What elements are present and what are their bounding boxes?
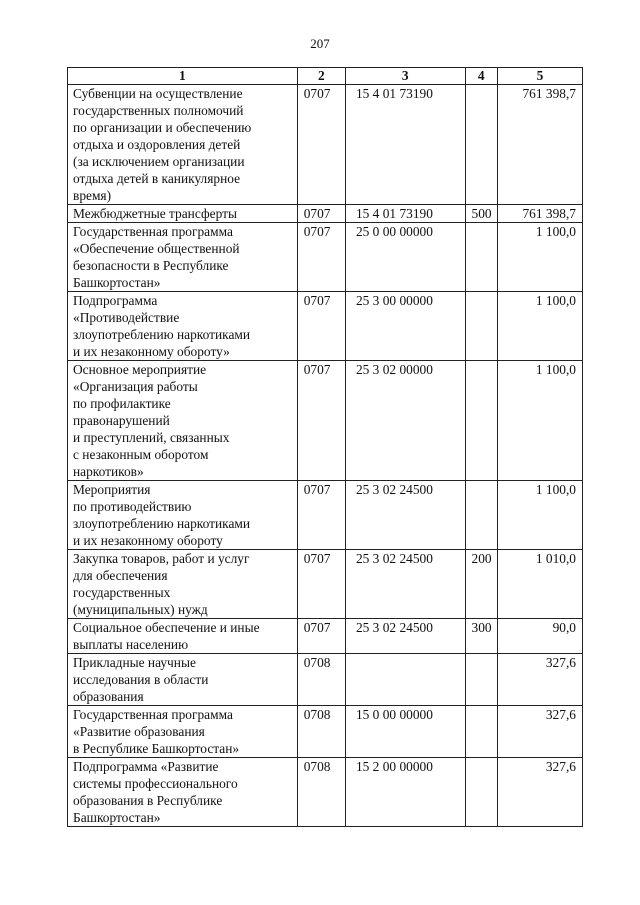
row-code-cell: 25 3 02 00000 xyxy=(345,361,465,481)
row-name-cell: Мероприятия по противодействию злоупотреблению наркотиками и их незаконному обороту xyxy=(68,481,298,550)
budget-table xyxy=(67,67,583,827)
row-name-cell: Государственная программа «Развитие образования в Республике Башкортостан» xyxy=(68,706,298,758)
row-section-cell: 0707 xyxy=(297,85,345,205)
row-amount-cell: 327,6 xyxy=(498,758,583,827)
row-amount-cell: 1 010,0 xyxy=(498,550,583,619)
row-name-cell: Субвенции на осуществление государственных полномочий по организации и обеспечению отдыха и оздоровления детей (за исключением организации отдыха детей в каникулярное время) xyxy=(68,85,298,205)
row-amount-cell: 327,6 xyxy=(498,706,583,758)
row-amount-cell: 1 100,0 xyxy=(498,481,583,550)
row-code-cell: 25 3 00 00000 xyxy=(345,292,465,361)
row-code-cell: 25 3 02 24500 xyxy=(345,619,465,654)
row-type-cell: 300 xyxy=(465,619,498,654)
row-section-cell: 0708 xyxy=(297,758,345,827)
row-code-cell: 25 3 02 24500 xyxy=(345,550,465,619)
row-name-cell: Закупка товаров, работ и услуг для обеспечения государственных (муниципальных) нужд xyxy=(68,550,298,619)
row-amount-cell: 90,0 xyxy=(498,619,583,654)
row-type-cell xyxy=(465,361,498,481)
row-section-cell: 0708 xyxy=(297,706,345,758)
page-number: 207 xyxy=(310,36,330,51)
row-type-cell xyxy=(465,85,498,205)
table-row xyxy=(68,292,583,361)
row-section-cell: 0707 xyxy=(297,205,345,223)
row-name-cell: Основное мероприятие «Организация работы по профилактике правонарушений и преступлений, связанных с незаконным оборотом наркотиков» xyxy=(68,361,298,481)
row-code-cell: 25 3 02 24500 xyxy=(345,481,465,550)
row-name-cell: Государственная программа «Обеспечение общественной безопасности в Республике Башкортостан» xyxy=(68,223,298,292)
table-header-row xyxy=(68,68,583,85)
row-amount-cell: 761 398,7 xyxy=(498,205,583,223)
table-row xyxy=(68,758,583,827)
row-amount-cell: 1 100,0 xyxy=(498,361,583,481)
row-section-cell: 0707 xyxy=(297,481,345,550)
header-col-5: 5 xyxy=(498,68,583,85)
row-type-cell xyxy=(465,292,498,361)
row-amount-cell: 761 398,7 xyxy=(498,85,583,205)
table-row xyxy=(68,223,583,292)
row-code-cell: 15 0 00 00000 xyxy=(345,706,465,758)
row-amount-cell: 1 100,0 xyxy=(498,223,583,292)
table-body xyxy=(68,85,583,827)
row-name-cell: Подпрограмма «Противодействие злоупотреблению наркотиками и их незаконному обороту» xyxy=(68,292,298,361)
row-section-cell: 0707 xyxy=(297,361,345,481)
table-row xyxy=(68,205,583,223)
table-row xyxy=(68,706,583,758)
header-col-4: 4 xyxy=(465,68,498,85)
row-code-cell: 15 4 01 73190 xyxy=(345,85,465,205)
header-col-2: 2 xyxy=(297,68,345,85)
row-section-cell: 0707 xyxy=(297,550,345,619)
row-type-cell xyxy=(465,758,498,827)
table-row xyxy=(68,361,583,481)
row-code-cell xyxy=(345,654,465,706)
table-row xyxy=(68,550,583,619)
table-row xyxy=(68,654,583,706)
row-code-cell: 15 2 00 00000 xyxy=(345,758,465,827)
row-type-cell xyxy=(465,654,498,706)
row-name-cell: Межбюджетные трансферты xyxy=(68,205,298,223)
row-code-cell: 25 0 00 00000 xyxy=(345,223,465,292)
row-type-cell: 500 xyxy=(465,205,498,223)
table-row xyxy=(68,85,583,205)
row-code-cell: 15 4 01 73190 xyxy=(345,205,465,223)
table-row xyxy=(68,481,583,550)
row-amount-cell: 1 100,0 xyxy=(498,292,583,361)
row-type-cell xyxy=(465,223,498,292)
row-amount-cell: 327,6 xyxy=(498,654,583,706)
row-name-cell: Социальное обеспечение и иные выплаты населению xyxy=(68,619,298,654)
header-col-3: 3 xyxy=(345,68,465,85)
row-type-cell: 200 xyxy=(465,550,498,619)
row-section-cell: 0708 xyxy=(297,654,345,706)
row-name-cell: Прикладные научные исследования в области образования xyxy=(68,654,298,706)
row-name-cell: Подпрограмма «Развитие системы профессионального образования в Республике Башкортостан» xyxy=(68,758,298,827)
row-type-cell xyxy=(465,706,498,758)
row-section-cell: 0707 xyxy=(297,223,345,292)
row-section-cell: 0707 xyxy=(297,619,345,654)
table-row xyxy=(68,619,583,654)
row-type-cell xyxy=(465,481,498,550)
row-section-cell: 0707 xyxy=(297,292,345,361)
header-col-1: 1 xyxy=(68,68,298,85)
